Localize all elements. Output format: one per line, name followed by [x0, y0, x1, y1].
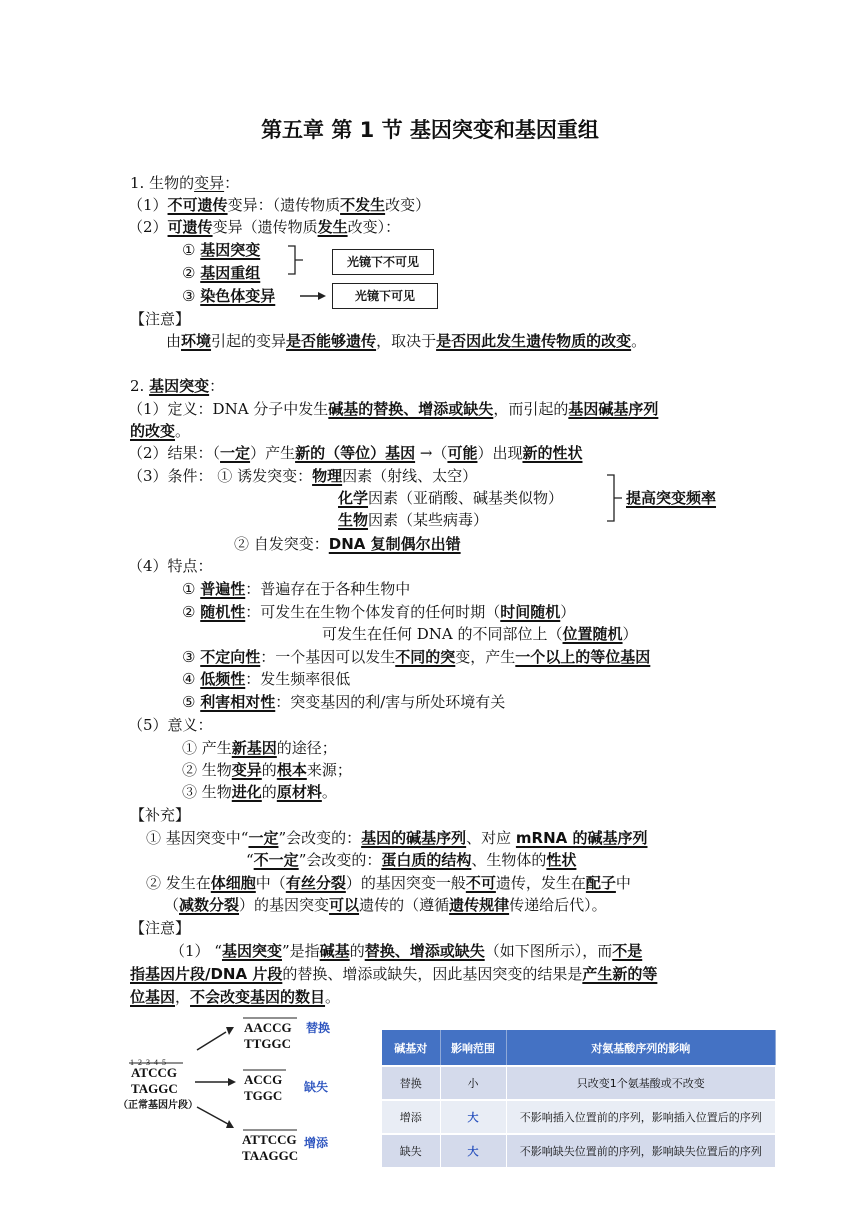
condition-chemical: 化学因素（亚硝酸、碱基类似物）: [338, 489, 564, 507]
page-title: 第五章 第 1 节 基因突变和基因重组: [261, 118, 599, 142]
deletion-label: 缺失: [304, 1080, 329, 1094]
feature-4: ④ 低频性：发生频率很低: [182, 670, 351, 688]
variation-item-1: ① 基因突变: [182, 241, 261, 259]
table-cell: 不影响缺失位置前的序列，影响缺失位置后的序列: [506, 1134, 776, 1167]
note2-line-3: 位基因，不会改变基因的数目。: [130, 988, 341, 1006]
normal-gene-caption: （正常基因片段）: [118, 1100, 198, 1111]
feature-1: ① 普遍性：普遍存在于各种生物中: [182, 580, 411, 598]
insertion-bottom-strand: TAAGGC: [242, 1148, 299, 1163]
supplement-1b: “不一定”会改变的：蛋白质的结构、生物体的性状: [246, 851, 577, 869]
table-cell: 替换: [382, 1066, 440, 1100]
feature-2: ② 随机性：可发生在生物个体发育的任何时期（时间随机）: [182, 603, 576, 621]
normal-top-strand: ATCCG: [131, 1065, 177, 1080]
table-row: [382, 1100, 776, 1134]
base-position-numbers: 1 2 3 4 5: [130, 1058, 167, 1067]
note-text: 由环境引起的变异是否能够遗传，取决于是否因此发生遗传物质的改变。: [166, 332, 647, 350]
supplement-2b: （减数分裂）的基因突变可以遗传的（遵循遗传规律传递给后代）。: [164, 896, 607, 914]
definition-line-2: 的改变。: [130, 422, 191, 440]
note2-line-1: （1） “基因突变”是指碱基的替换、增添或缺失（如下图所示），而不是: [170, 942, 643, 960]
table-cell: 不影响插入位置前的序列，影响插入位置后的序列: [506, 1100, 776, 1134]
non-heritable-line: （1）不可遗传变异：（遗传物质不发生改变）: [128, 196, 431, 214]
heritable-line: （2）可遗传变异（遗传物质发生改变）：: [128, 218, 401, 236]
note2-line-2: 指基因片段/DNA 片段的替换、增添或缺失，因此基因突变的结果是产生新的等: [130, 965, 658, 983]
mutation-effect-table: [382, 1030, 776, 1167]
features-title: （4）特点：: [128, 557, 213, 575]
definition-line: （1）定义：DNA 分子中发生碱基的替换、增添或缺失，而引起的基因碱基序列: [128, 400, 659, 418]
insertion-top-strand: ATTCCG: [242, 1132, 297, 1147]
invisible-box: 光镜下不可见: [332, 249, 434, 275]
table-header: 碱基对: [382, 1030, 440, 1066]
table-header: 对氨基酸序列的影响: [506, 1030, 776, 1066]
note2-title: 【注意】: [130, 919, 191, 937]
variation-item-2: ② 基因重组: [182, 264, 261, 282]
section-2-heading: 2. 基因突变：: [130, 377, 225, 395]
insertion-label: 增添: [304, 1136, 329, 1150]
table-cell: 大: [440, 1134, 506, 1167]
table-cell: 大: [440, 1100, 506, 1134]
table-cell: 小: [440, 1066, 506, 1100]
table-header-row: [382, 1030, 776, 1066]
table-header: 影响范围: [440, 1030, 506, 1066]
substitution-label: 替换: [306, 1021, 331, 1035]
substitution-bottom-strand: TTGGC: [244, 1036, 291, 1051]
significance-title: （5）意义：: [128, 716, 213, 734]
table-row: [382, 1134, 776, 1167]
supplement-2: ② 发生在体细胞中（有丝分裂）的基因突变一般不可遗传，发生在配子中: [146, 874, 631, 892]
supplement-1: ① 基因突变中“一定”会改变的：基因的碱基序列、对应 mRNA 的碱基序列: [146, 829, 648, 847]
table-cell: 增添: [382, 1100, 440, 1134]
condition-result: 提高突变频率: [626, 489, 717, 507]
feature-2b: 可发生在任何 DNA 的不同部位上（位置随机）: [322, 625, 638, 643]
condition-line: （3）条件： ① 诱发突变：物理因素（射线、太空）: [128, 467, 478, 485]
table-row: [382, 1066, 776, 1100]
significance-1: ① 产生新基因的途径；: [182, 739, 337, 757]
spontaneous-line: ② 自发突变：DNA 复制偶尔出错: [234, 535, 461, 553]
feature-5: ⑤ 利害相对性：突变基因的利/害与所处环境有关: [182, 693, 506, 711]
deletion-top-strand: ACCG: [244, 1072, 283, 1087]
condition-biological: 生物因素（某些病毒）: [338, 511, 489, 529]
normal-bottom-strand: TAGGC: [131, 1081, 178, 1096]
supplement-title: 【补充】: [130, 806, 191, 824]
deletion-bottom-strand: TGGC: [244, 1088, 283, 1103]
section-1-heading: 1. 生物的变异：: [130, 174, 240, 192]
table-cell: 缺失: [382, 1134, 440, 1167]
note-title: 【注意】: [130, 310, 191, 328]
feature-3: ③ 不定向性：一个基因可以发生不同的突变，产生一个以上的等位基因: [182, 648, 651, 666]
visible-box: 光镜下可见: [332, 283, 438, 309]
result-line: （2）结果：（一定）产生新的（等位）基因 →（可能）出现新的性状: [128, 444, 583, 462]
significance-3: ③ 生物进化的原材料。: [182, 783, 337, 801]
table-cell: 只改变1个氨基酸或不改变: [506, 1066, 776, 1100]
substitution-top-strand: AACCG: [244, 1020, 292, 1035]
variation-item-3: ③ 染色体变异: [182, 287, 276, 305]
significance-2: ② 生物变异的根本来源；: [182, 761, 352, 779]
